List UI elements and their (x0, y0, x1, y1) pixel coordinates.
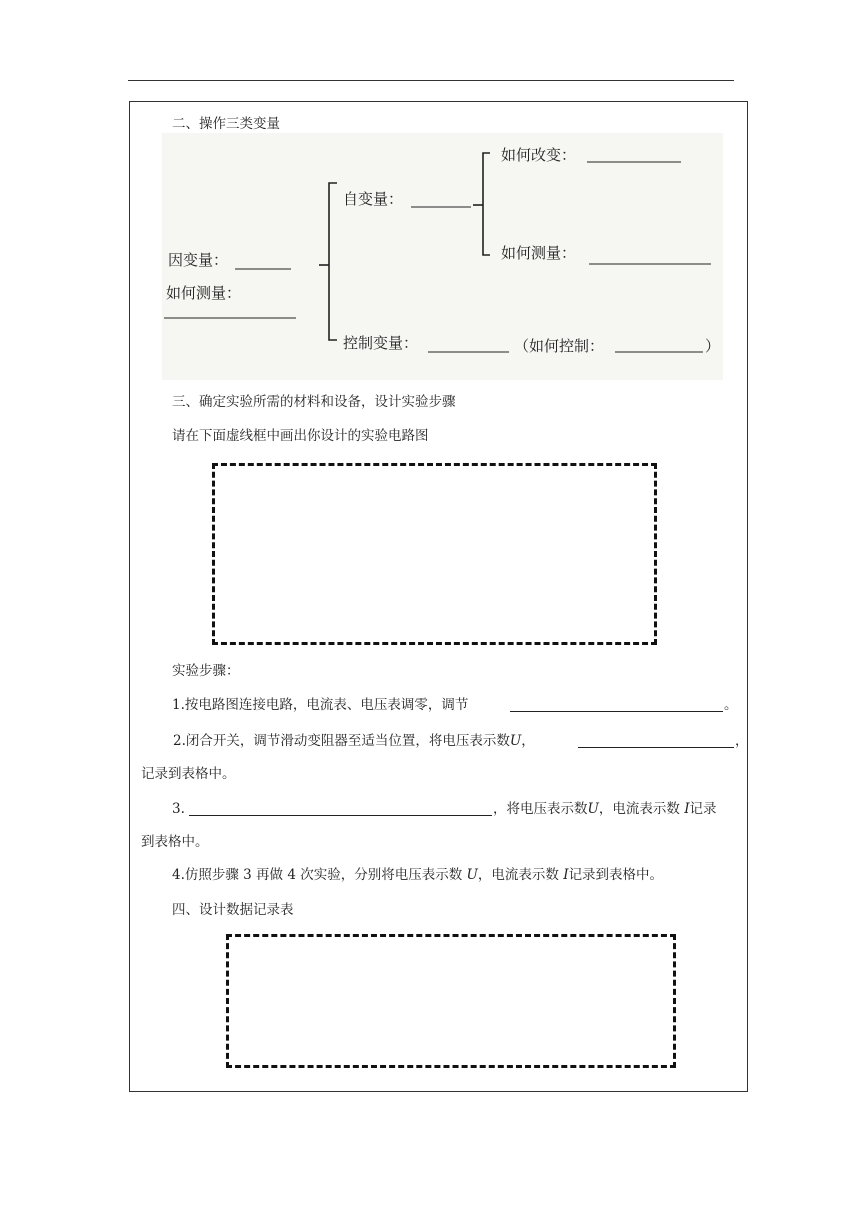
step-1-text: 1.按电路图连接电路，电流表、电压表调零，调节 (172, 697, 469, 713)
circuit-instruction: 请在下面虚线框中画出你设计的实验电路图 (172, 428, 429, 444)
step-2-blank[interactable] (578, 747, 734, 748)
step-4-text1: 4.仿照步骤 3 再做 4 次实验，分别将电压表示数 (172, 867, 463, 883)
dependent-variable-label: 因变量： (168, 251, 229, 269)
step-3-var-i: I (684, 801, 690, 817)
step-4-var-u: U (466, 867, 478, 883)
how-change-label: 如何改变： (501, 146, 577, 164)
dependent-measure-label: 如何测量： (166, 284, 242, 302)
circuit-drawing-box[interactable] (212, 463, 657, 645)
how-control-open: （如何控制： (514, 337, 605, 355)
diagram-brackets (162, 133, 723, 380)
step-1-blank[interactable] (510, 711, 723, 712)
step-2-text (173, 732, 535, 750)
step-4-text (172, 866, 663, 884)
data-table-box[interactable] (226, 934, 676, 1068)
section-2-heading: 二、操作三类变量 (172, 116, 280, 132)
step-3-blank[interactable] (189, 815, 492, 816)
variables-diagram (162, 133, 723, 380)
section-4-heading: 四、设计数据记录表 (172, 902, 294, 918)
independent-variable-label: 自变量： (343, 190, 404, 208)
step-3-text2: ，电流表示数 (598, 801, 680, 817)
how-measure-label: 如何测量： (501, 244, 577, 262)
step-2-line2: 记录到表格中。 (141, 766, 236, 782)
control-variable-label: 控制变量： (343, 334, 419, 352)
step-3-text (493, 800, 717, 818)
step-4-text3: 记录到表格中。 (568, 867, 664, 883)
step-2-mid: ， (521, 733, 535, 749)
step-4-text2: ，电流表示数 (477, 867, 559, 883)
step-3-var-u: U (587, 801, 599, 817)
step-3-line2: 到表格中。 (141, 834, 209, 850)
step-2-var-u: U (509, 733, 522, 749)
section-3-heading: 三、确定实验所需的材料和设备，设计实验步骤 (172, 394, 456, 410)
step-3-number: 3. (172, 801, 185, 817)
step-1-suffix: 。 (724, 697, 738, 713)
steps-title: 实验步骤： (172, 663, 240, 679)
step-3-text3: 记录 (689, 801, 717, 817)
header-rule (128, 80, 734, 81)
how-control-close: ） (705, 337, 721, 355)
step-2-suffix: ， (735, 733, 749, 749)
step-4-var-i: I (563, 867, 569, 883)
step-3-text1: ，将电压表示数 (493, 801, 588, 817)
step-2-prefix: 2.闭合开关，调节滑动变阻器至适当位置，将电压表示数 (173, 733, 510, 749)
